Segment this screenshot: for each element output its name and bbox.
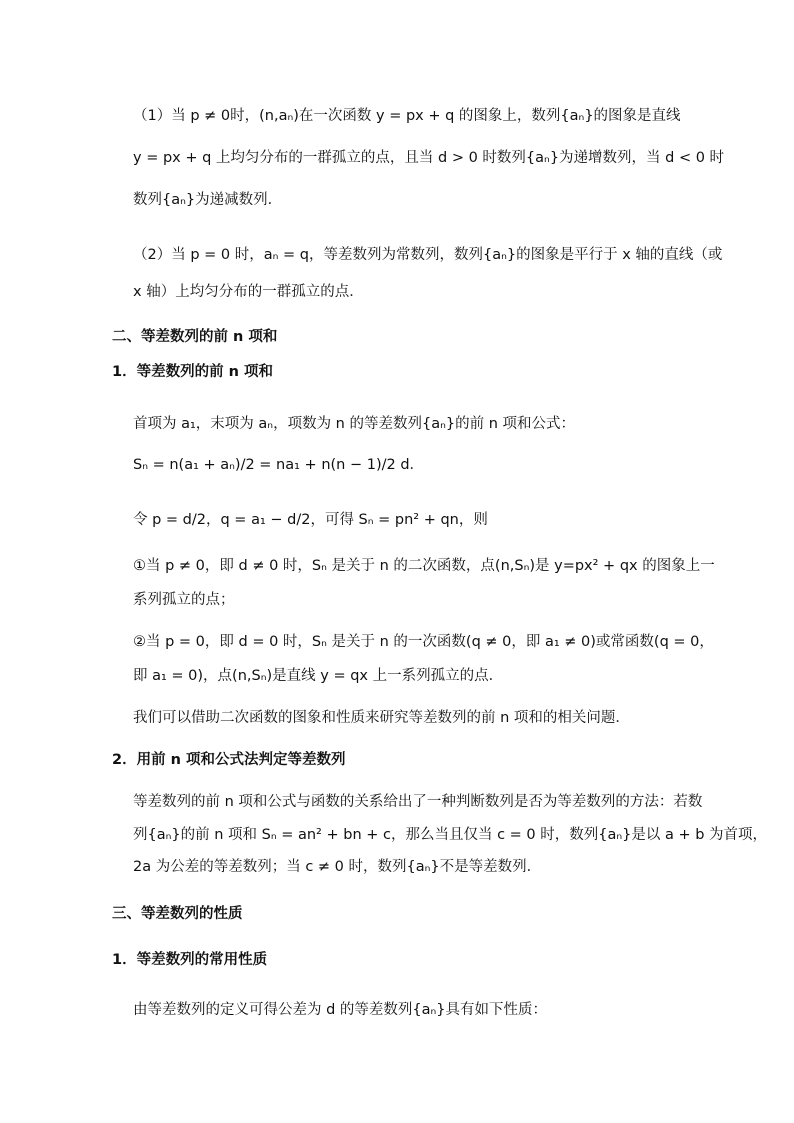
criterion-line-3: 2a 为公差的等差数列；当 c ≠ 0 时，数列{aₙ}不是等差数列． bbox=[133, 859, 542, 875]
subsection-2-title: 2．用前 n 项和公式法判定等差数列 bbox=[112, 752, 346, 768]
section-2-title: 二、等差数列的前 n 项和 bbox=[112, 329, 278, 345]
quadratic-note: 我们可以借助二次函数的图象和性质来研究等差数列的前 n 项和的相关问题． bbox=[133, 710, 630, 726]
criterion-line-1: 等差数列的前 n 项和公式与函数的关系给出了一种判断数列是否为等差数列的方法：若数 bbox=[133, 794, 703, 810]
criterion-line-2: 列{aₙ}的前 n 项和 Sₙ = an² + bn + c，那么当且仅当 c = 0 时，数列{aₙ}是以 a + b 为首项， bbox=[133, 827, 768, 843]
case-2-line-2: 即 a₁ = 0)，点(n,Sₙ)是直线 y = qx 上一系列孤立的点． bbox=[133, 668, 504, 684]
paragraph-1-line-3: 数列{aₙ}为递减数列． bbox=[133, 192, 283, 208]
case-2-line-1: ②当 p = 0，即 d = 0 时，Sₙ 是关于 n 的一次函数(q ≠ 0，即 a₁ ≠ 0)或常函数(q = 0， bbox=[133, 634, 714, 650]
case-1-line-2: 系列孤立的点； bbox=[133, 592, 235, 608]
paragraph-1-line-1: （1）当 p ≠ 0时，(n,aₙ)在一次函数 y = px + q 的图象上，数列{aₙ}的图象是直线 bbox=[133, 108, 681, 124]
properties-intro: 由等差数列的定义可得公差为 d 的等差数列{aₙ}具有如下性质： bbox=[133, 1002, 548, 1018]
section-3-title: 三、等差数列的性质 bbox=[112, 906, 243, 922]
subsection-1-title: 1．等差数列的前 n 项和 bbox=[112, 364, 274, 380]
sum-formula: Sₙ = n(a₁ + aₙ)/2 = na₁ + n(n − 1)/2 d． bbox=[133, 457, 425, 473]
paragraph-2-line-1: （2）当 p = 0 时，aₙ = q，等差数列为常数列，数列{aₙ}的图象是平行于 x 轴的直线（或 bbox=[133, 247, 723, 263]
paragraph-1-line-2: y = px + q 上均匀分布的一群孤立的点，且当 d > 0 时数列{aₙ}为递增数列，当 d < 0 时 bbox=[133, 150, 725, 166]
subsection-3-title: 1．等差数列的常用性质 bbox=[112, 952, 268, 968]
case-1-line-1: ①当 p ≠ 0，即 d ≠ 0 时，Sₙ 是关于 n 的二次函数，点(n,Sₙ)是 y=px² + qx 的图象上一 bbox=[133, 558, 715, 574]
sum-formula-intro: 首项为 a₁，末项为 aₙ，项数为 n 的等差数列{aₙ}的前 n 项和公式： bbox=[133, 416, 576, 432]
substitution-line: 令 p = d/2，q = a₁ − d/2，可得 Sₙ = pn² + qn，则 bbox=[133, 512, 488, 528]
paragraph-2-line-2: x 轴）上均匀分布的一群孤立的点． bbox=[133, 284, 364, 300]
